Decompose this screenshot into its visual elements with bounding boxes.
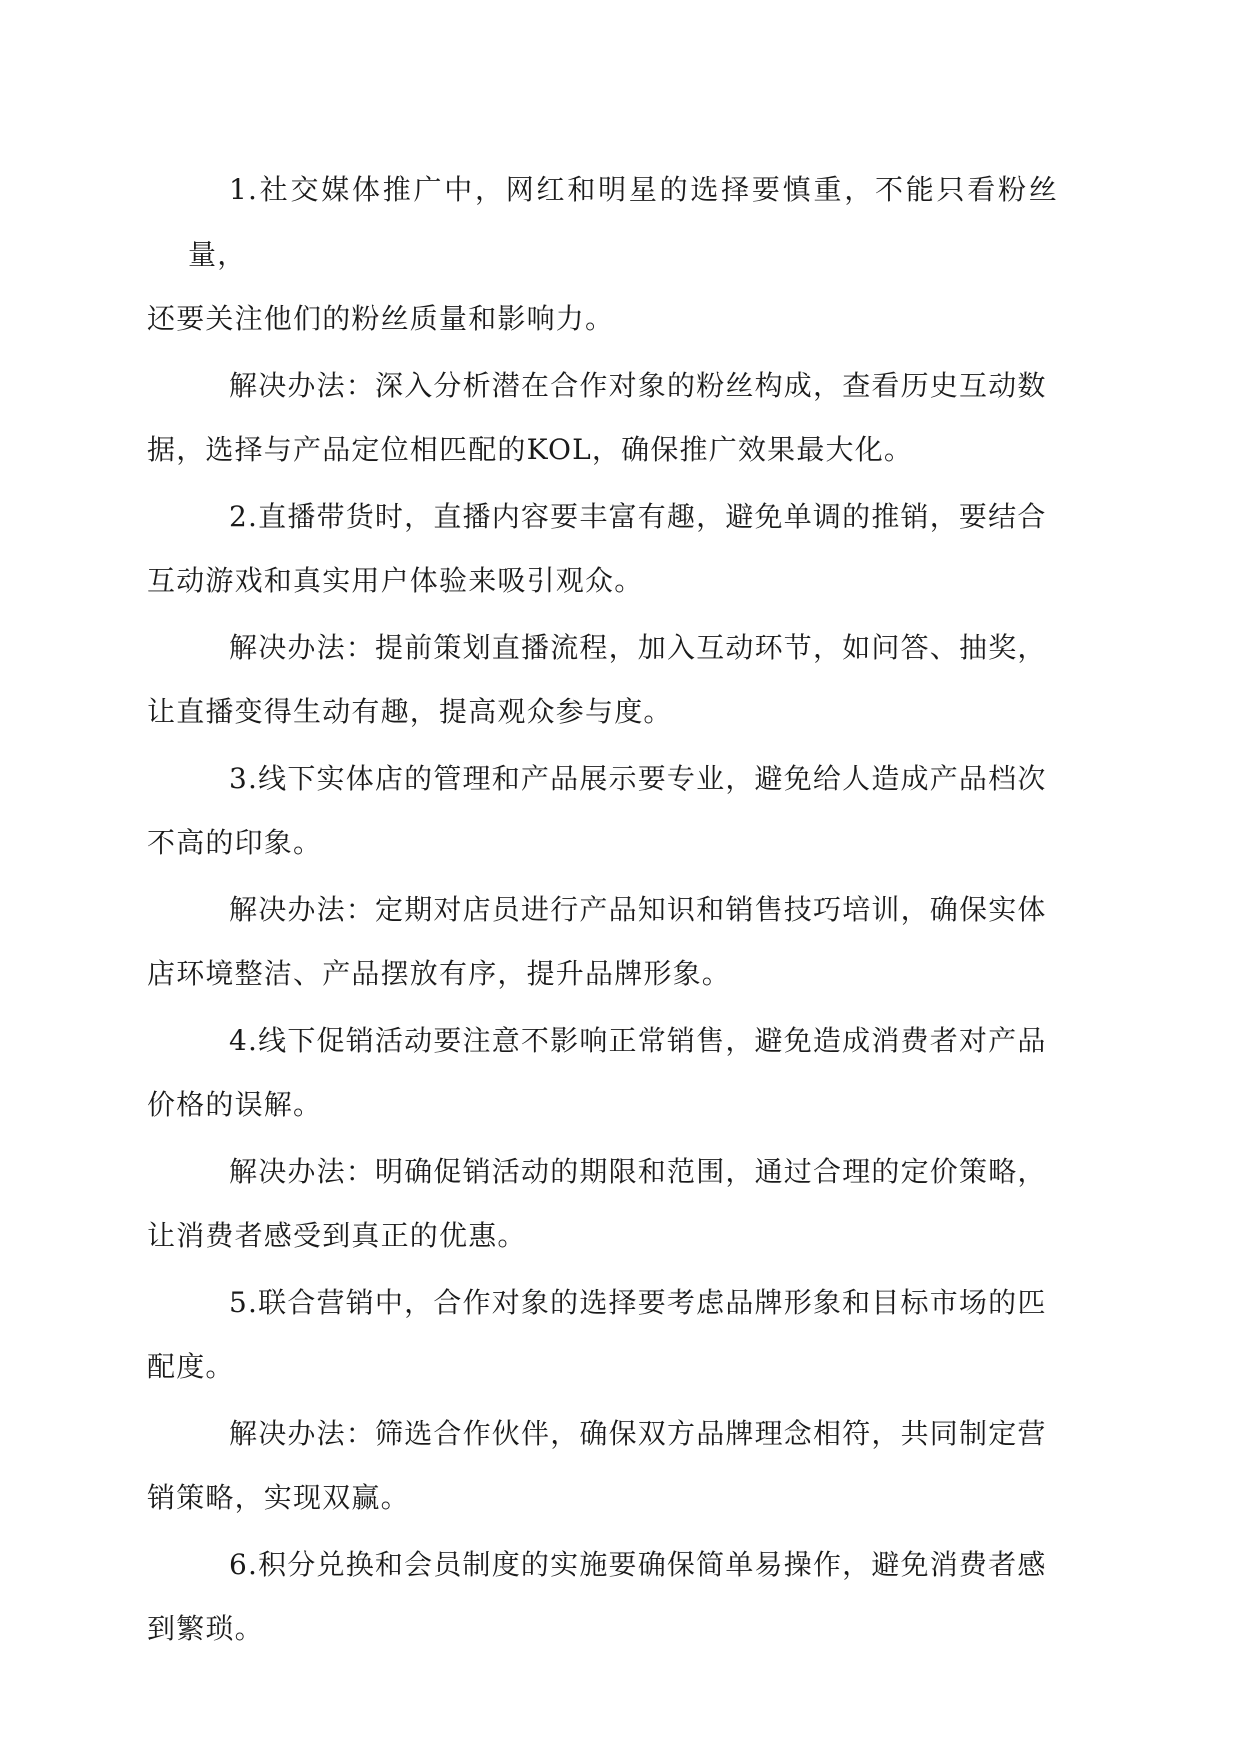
paragraph: [147, 616, 1058, 745]
paragraph-line: 还要关注他们的粉丝质量和影响力。: [147, 302, 615, 335]
document-body: [147, 158, 1058, 1664]
paragraph: [147, 1533, 1058, 1662]
paragraph: [147, 1402, 1058, 1531]
paragraph: [147, 354, 1058, 483]
paragraph-line: 解决办法：定期对店员进行产品知识和销售技巧培训，确保实体: [229, 892, 1047, 926]
paragraph-line: 2.直播带货时，直播内容要丰富有趣，避免单调的推销，要结合: [229, 499, 1047, 533]
paragraph-line: 销策略，实现双赢。: [147, 1481, 410, 1514]
paragraph-line: 3.线下实体店的管理和产品展示要专业，避免给人造成产品档次: [229, 761, 1047, 795]
paragraph-line: 解决办法：明确促销活动的期限和范围，通过合理的定价策略，: [229, 1154, 1047, 1188]
paragraph: [147, 747, 1058, 876]
paragraph-line: 店环境整洁、产品摆放有序，提升品牌形象。: [147, 957, 732, 990]
paragraph: [147, 1009, 1058, 1138]
paragraph-line: 4.线下促销活动要注意不影响正常销售，避免造成消费者对产品: [229, 1023, 1047, 1057]
paragraph-line: 解决办法：提前策划直播流程，加入互动环节，如问答、抽奖，: [229, 630, 1047, 664]
paragraph: [147, 878, 1058, 1007]
paragraph-line: 到繁琐。: [147, 1612, 264, 1645]
paragraph-line: 6.积分兑换和会员制度的实施要确保简单易操作，避免消费者感: [229, 1547, 1047, 1581]
paragraph-line: 让消费者感受到真正的优惠。: [147, 1219, 527, 1252]
paragraph-line: 互动游戏和真实用户体验来吸引观众。: [147, 564, 644, 597]
paragraph-line: 不高的印象。: [147, 826, 323, 859]
paragraph-line: 据，选择与产品定位相匹配的KOL，确保推广效果最大化。: [147, 433, 914, 466]
paragraph-line: 解决办法：深入分析潜在合作对象的粉丝构成，查看历史互动数: [229, 368, 1047, 402]
paragraph: [147, 485, 1058, 614]
paragraph-line: 配度。: [147, 1350, 235, 1383]
paragraph-line: 让直播变得生动有趣，提高观众参与度。: [147, 695, 673, 728]
paragraph-line: 5.联合营销中，合作对象的选择要考虑品牌形象和目标市场的匹: [229, 1285, 1047, 1319]
paragraph-line: 价格的误解。: [147, 1088, 323, 1121]
paragraph-line: 解决办法：筛选合作伙伴，确保双方品牌理念相符，共同制定营: [229, 1416, 1047, 1450]
paragraph: [147, 1271, 1058, 1400]
paragraph-line: 1.社交媒体推广中，网红和明星的选择要慎重，不能只看粉丝量，: [188, 173, 1058, 271]
paragraph: [147, 1140, 1058, 1269]
paragraph: [147, 158, 1058, 352]
